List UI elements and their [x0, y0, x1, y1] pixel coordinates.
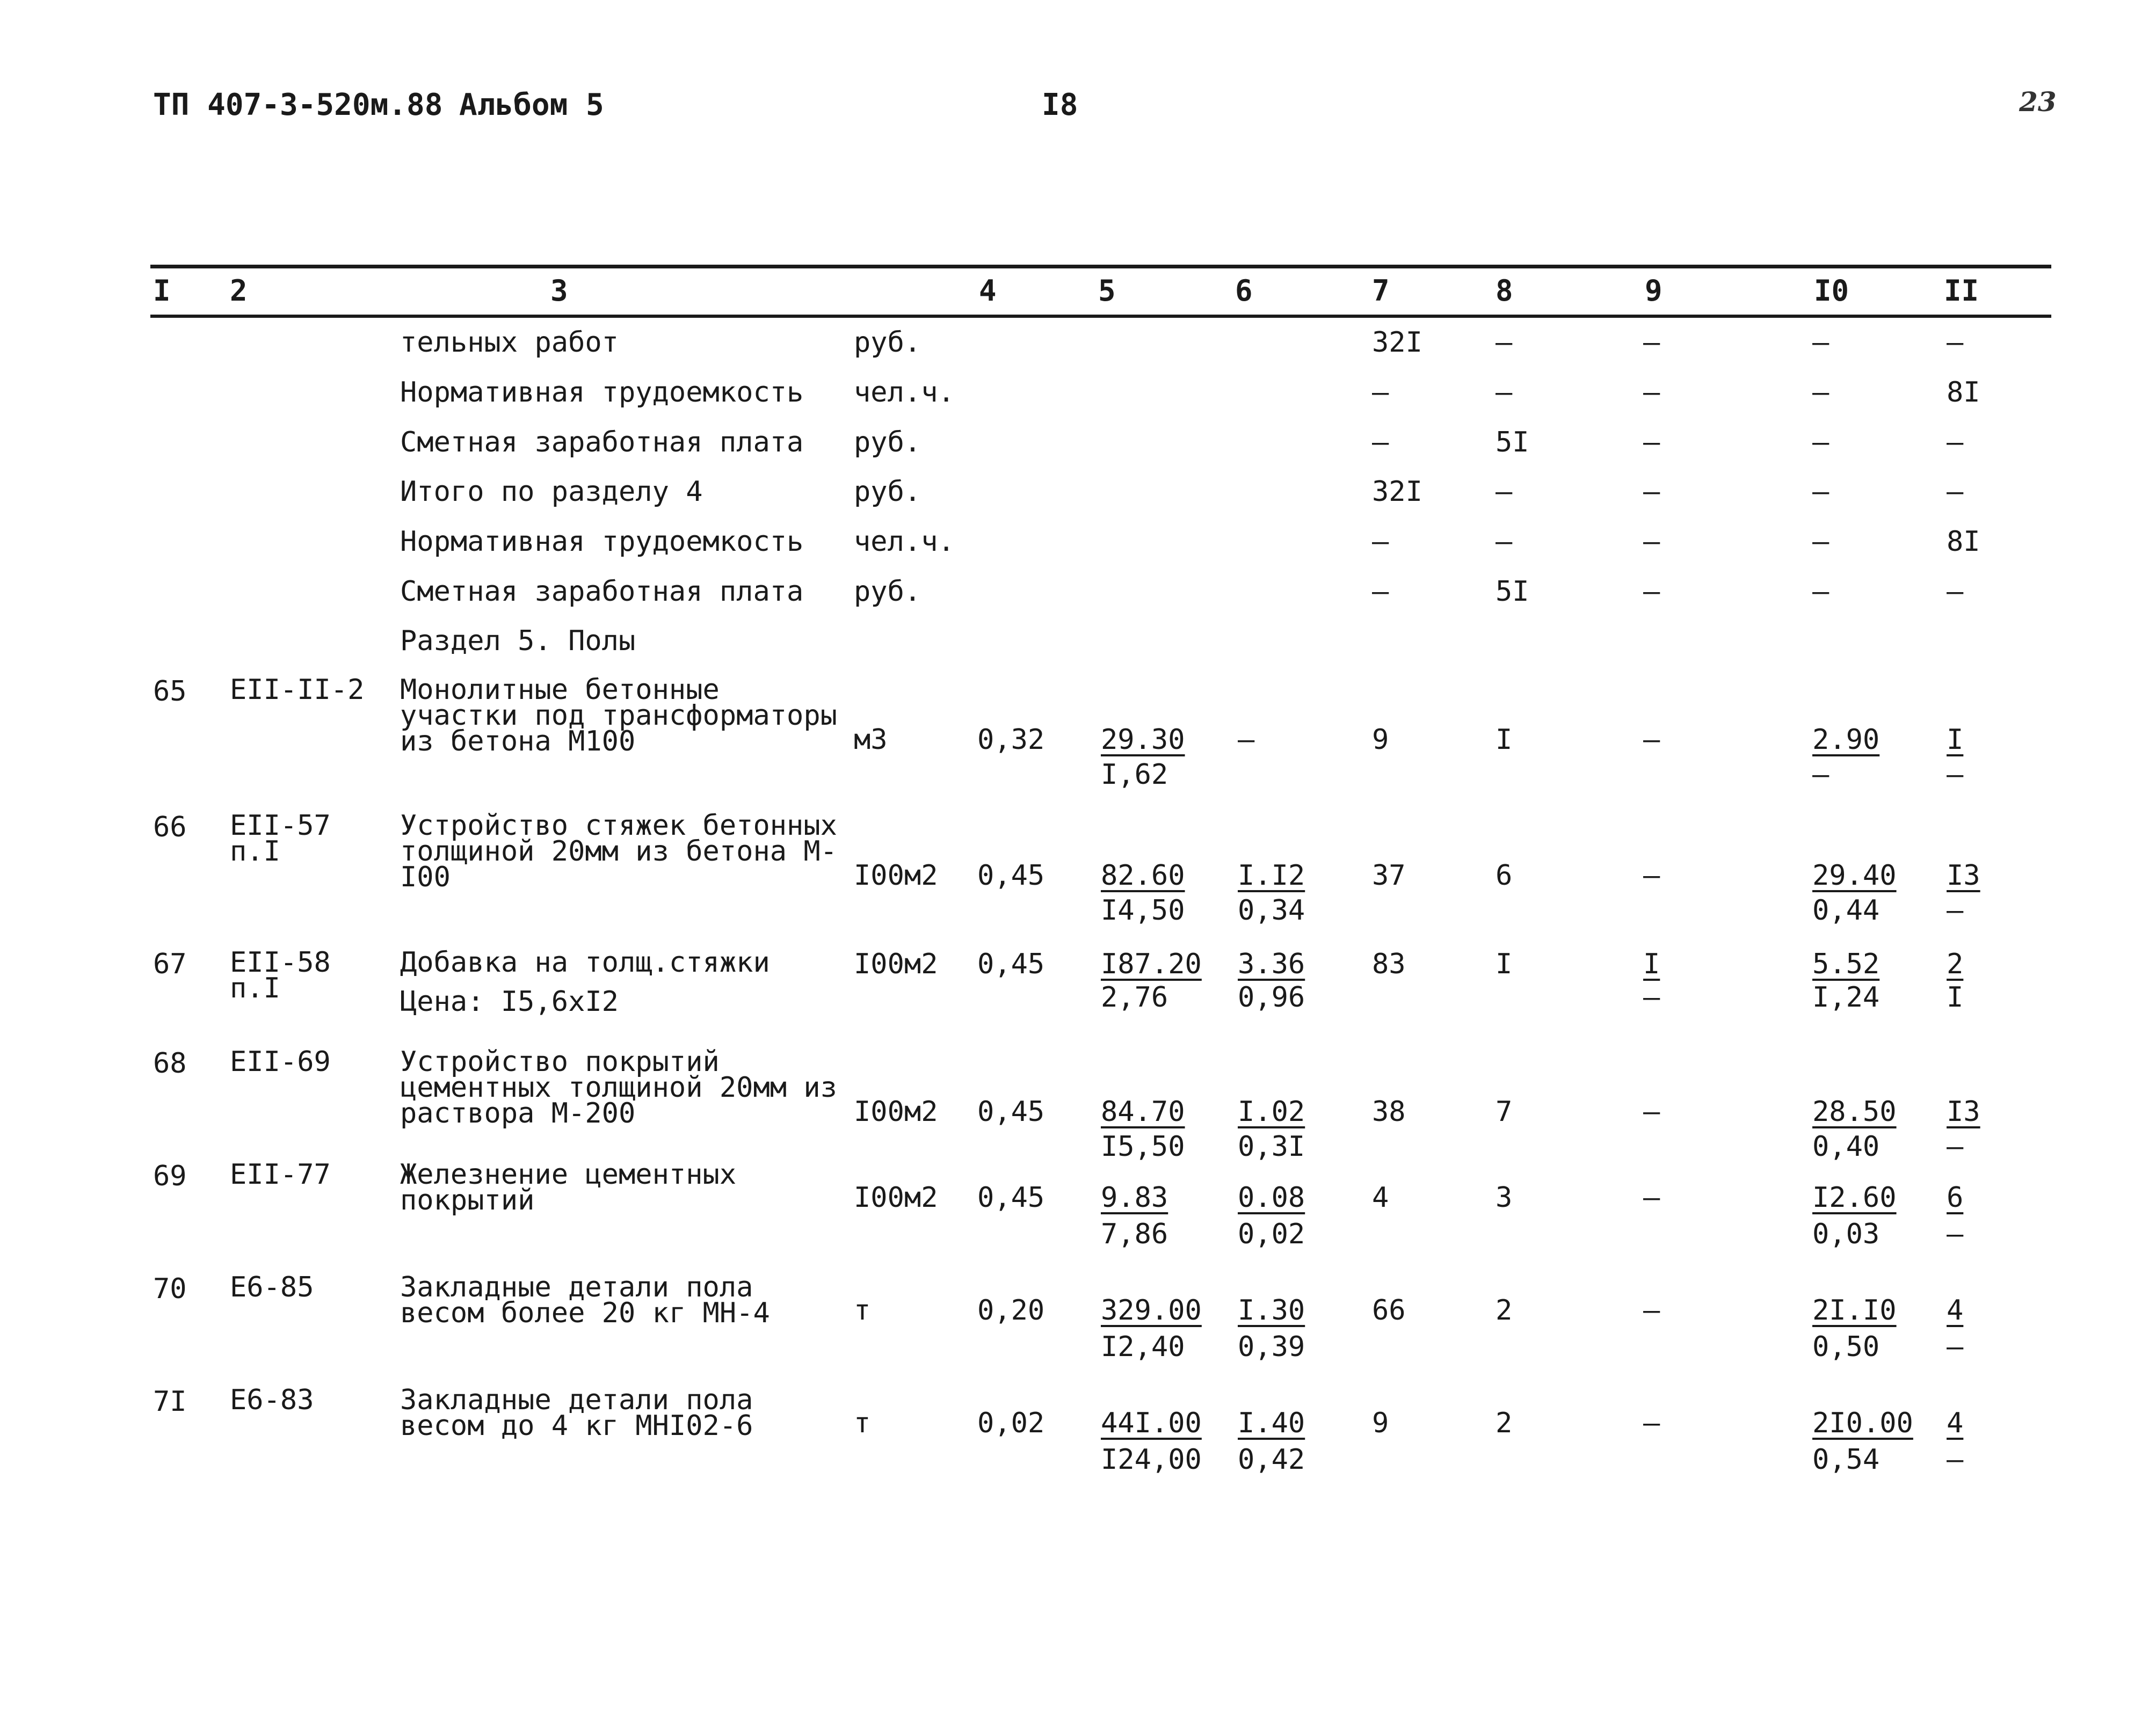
row-col6-bottom: 0,02	[1238, 1218, 1305, 1250]
row-col8: 2	[1496, 1407, 1513, 1439]
row-col5-bottom: I4,50	[1101, 894, 1185, 927]
row-col6-bottom: 0,96	[1238, 981, 1305, 1014]
row-code: ЕII-77	[230, 1159, 331, 1191]
row-col6-top: I.I2	[1238, 859, 1305, 892]
row-col8: 5I	[1496, 426, 1529, 458]
row-col10-top: 2I.I0	[1812, 1294, 1897, 1327]
row-col10-top: 2.90	[1812, 724, 1880, 756]
row-col11-top: –	[1947, 575, 1964, 608]
row-number: 67	[153, 948, 187, 980]
row-unit: м3	[854, 724, 888, 756]
row-unit: т	[854, 1294, 871, 1327]
column-number: 7	[1372, 274, 1390, 308]
row-col9-top: –	[1643, 376, 1660, 409]
corner-mark: 23	[2019, 86, 2057, 118]
row-col8: –	[1496, 526, 1513, 558]
row-description: Нормативная трудоемкость	[400, 526, 804, 558]
row-col10-top: –	[1812, 426, 1830, 458]
row-col8: 3	[1496, 1182, 1513, 1214]
row-code: ЕII-57 п.I	[230, 810, 331, 868]
row-col11-top: –	[1947, 426, 1964, 458]
row-col7: 4	[1372, 1182, 1389, 1214]
row-unit: I00м2	[854, 1182, 938, 1214]
row-col11-top: 8I	[1947, 376, 1980, 409]
row-col10-bottom: 0,44	[1812, 894, 1880, 927]
row-col6-top: 3.36	[1238, 948, 1305, 980]
row-col8: –	[1496, 376, 1513, 409]
row-col6-top: I.30	[1238, 1294, 1305, 1327]
row-col5-bottom: I,62	[1101, 759, 1168, 791]
row-number: 7I	[153, 1386, 187, 1418]
row-number: 68	[153, 1047, 187, 1080]
row-col10-bottom: I,24	[1812, 981, 1880, 1014]
row-quantity: 0,45	[977, 859, 1045, 892]
row-col10-bottom: 0,54	[1812, 1444, 1880, 1476]
row-unit: руб.	[854, 476, 921, 508]
row-code: ЕII-II-2	[230, 674, 365, 706]
row-col6-top: I.40	[1238, 1407, 1305, 1439]
row-quantity: 0,45	[977, 948, 1045, 980]
row-col5-bottom: 2,76	[1101, 981, 1168, 1014]
row-col8: –	[1496, 476, 1513, 508]
row-unit: I00м2	[854, 1096, 938, 1128]
row-col9-top: –	[1643, 859, 1660, 892]
row-col5-top: 44I.00	[1101, 1407, 1202, 1439]
row-col11-top: 2	[1947, 948, 1964, 980]
row-col11-bottom: –	[1947, 1218, 1964, 1250]
row-description: Сметная заработная плата	[400, 426, 804, 458]
table-header-rule	[150, 315, 2051, 318]
row-description: Добавка на толщ.стяжки	[400, 946, 770, 979]
row-col8: 7	[1496, 1096, 1513, 1128]
row-col11-top: 6	[1947, 1182, 1964, 1214]
row-col11-bottom: –	[1947, 1331, 1964, 1363]
row-col10-top: 5.52	[1812, 948, 1880, 980]
row-col5-top: 29.30	[1101, 724, 1185, 756]
row-col10-top: –	[1812, 575, 1830, 608]
row-description: Закладные детали пола весом до 4 кг МНI02-6	[400, 1384, 753, 1442]
row-col8: 6	[1496, 859, 1513, 892]
album-label: Альбом 5	[459, 88, 604, 122]
column-number: 9	[1645, 274, 1663, 308]
row-col10-top: 2I0.00	[1812, 1407, 1913, 1439]
row-col7: 32I	[1372, 476, 1422, 508]
row-number: 70	[153, 1273, 187, 1305]
row-col7: 83	[1372, 948, 1406, 980]
row-col8: I	[1496, 724, 1513, 756]
row-col10-top: –	[1812, 526, 1830, 558]
row-col8: 5I	[1496, 575, 1529, 608]
row-col9-top: –	[1643, 326, 1660, 359]
row-description: Сметная заработная плата	[400, 575, 804, 608]
row-unit: I00м2	[854, 948, 938, 980]
column-number: I0	[1814, 274, 1849, 308]
column-number: I	[153, 274, 171, 308]
row-col11-bottom: –	[1947, 759, 1964, 791]
row-col11-bottom: –	[1947, 1444, 1964, 1476]
column-number: 5	[1098, 274, 1116, 308]
row-col6-bottom: 0,39	[1238, 1331, 1305, 1363]
row-col11-top: –	[1947, 476, 1964, 508]
row-description: Устройство стяжек бетонных толщиной 20мм из бетона М-I00	[400, 810, 837, 893]
row-col10-top: –	[1812, 326, 1830, 359]
row-unit: чел.ч.	[854, 376, 955, 409]
row-col5-bottom: I5,50	[1101, 1131, 1185, 1163]
row-col6-bottom: 0,3I	[1238, 1131, 1305, 1163]
row-description: Монолитные бетонные участки под трансформаторы из бетона М100	[400, 674, 837, 757]
row-unit: руб.	[854, 426, 921, 458]
row-col7: –	[1372, 575, 1389, 608]
row-code: Е6-83	[230, 1384, 314, 1416]
row-number: 69	[153, 1160, 187, 1192]
row-col5-bottom: 7,86	[1101, 1218, 1168, 1250]
row-col10-top: 29.40	[1812, 859, 1897, 892]
row-col5-bottom: I24,00	[1101, 1444, 1202, 1476]
row-description: Раздел 5. Полы	[400, 625, 636, 657]
row-col7: 38	[1372, 1096, 1406, 1128]
row-col11-top: I3	[1947, 1096, 1980, 1128]
row-col8: 2	[1496, 1294, 1513, 1327]
table-top-rule	[150, 265, 2051, 268]
row-col9-top: –	[1643, 1407, 1660, 1439]
row-col5-top: I87.20	[1101, 948, 1202, 980]
row-col9-top: –	[1643, 724, 1660, 756]
row-unit: руб.	[854, 326, 921, 359]
row-col6-bottom: 0,42	[1238, 1444, 1305, 1476]
row-col10-bottom: –	[1812, 759, 1830, 791]
row-col10-top: –	[1812, 376, 1830, 409]
row-quantity: 0,45	[977, 1096, 1045, 1128]
row-col6-top: I.02	[1238, 1096, 1305, 1128]
row-quantity: 0,20	[977, 1294, 1045, 1327]
row-col7: 9	[1372, 724, 1389, 756]
row-code: ЕII-58 п.I	[230, 946, 331, 1004]
row-code: ЕII-69	[230, 1046, 331, 1078]
row-col10-bottom: 0,03	[1812, 1218, 1880, 1250]
row-col11-top: –	[1947, 326, 1964, 359]
row-col11-top: I3	[1947, 859, 1980, 892]
row-col9-top: –	[1643, 426, 1660, 458]
row-col11-top: 8I	[1947, 526, 1980, 558]
row-col9-bottom: –	[1643, 981, 1660, 1014]
row-description: Итого по разделу 4	[400, 476, 703, 508]
page-number: I8	[1042, 88, 1078, 122]
row-description: Закладные детали пола весом более 20 кг МН-4	[400, 1271, 770, 1329]
row-col9-top: –	[1643, 526, 1660, 558]
row-col7: 32I	[1372, 326, 1422, 359]
row-col10-top: 28.50	[1812, 1096, 1897, 1128]
row-col5-top: 329.00	[1101, 1294, 1202, 1327]
row-col5-top: 9.83	[1101, 1182, 1168, 1214]
row-description: Нормативная трудоемкость	[400, 376, 804, 409]
row-unit: руб.	[854, 575, 921, 608]
row-col11-bottom: –	[1947, 894, 1964, 927]
row-col7: 37	[1372, 859, 1406, 892]
row-col9-top: –	[1643, 476, 1660, 508]
row-col5-top: 84.70	[1101, 1096, 1185, 1128]
row-unit: чел.ч.	[854, 526, 955, 558]
row-col7: 9	[1372, 1407, 1389, 1439]
row-unit: т	[854, 1407, 871, 1439]
row-col9-top: –	[1643, 1294, 1660, 1327]
row-description: Устройство покрытий цементных толщиной 20мм из раствора М-200	[400, 1046, 837, 1130]
row-description-note: Цена: I5,6хI2	[400, 986, 619, 1018]
row-description: Железнение цементных покрытий	[400, 1159, 737, 1216]
row-col8: –	[1496, 326, 1513, 359]
row-col5-top: 82.60	[1101, 859, 1185, 892]
doc-code: ТП 407-3-520м.88	[153, 88, 443, 122]
row-col11-bottom: –	[1947, 1131, 1964, 1163]
row-col9-top: I	[1643, 948, 1660, 980]
row-col6-bottom: 0,34	[1238, 894, 1305, 927]
row-quantity: 0,32	[977, 724, 1045, 756]
row-col11-bottom: I	[1947, 981, 1964, 1014]
column-number: 3	[550, 274, 568, 308]
column-number: 6	[1235, 274, 1253, 308]
row-quantity: 0,45	[977, 1182, 1045, 1214]
column-number: II	[1944, 274, 1979, 308]
row-description: тельных работ	[400, 326, 619, 359]
row-col7: –	[1372, 376, 1389, 409]
row-col6-top: –	[1238, 724, 1255, 756]
row-col11-top: 4	[1947, 1407, 1964, 1439]
row-number: 66	[153, 811, 187, 843]
column-number: 8	[1496, 274, 1513, 308]
column-number: 2	[230, 274, 248, 308]
row-col6-top: 0.08	[1238, 1182, 1305, 1214]
row-col7: –	[1372, 426, 1389, 458]
row-quantity: 0,02	[977, 1407, 1045, 1439]
row-number: 65	[153, 675, 187, 708]
row-col7: –	[1372, 526, 1389, 558]
row-col7: 66	[1372, 1294, 1406, 1327]
row-unit: I00м2	[854, 859, 938, 892]
row-col10-top: –	[1812, 476, 1830, 508]
row-code: Е6-85	[230, 1271, 314, 1303]
row-col8: I	[1496, 948, 1513, 980]
row-col5-bottom: I2,40	[1101, 1331, 1185, 1363]
row-col11-top: 4	[1947, 1294, 1964, 1327]
row-col9-top: –	[1643, 1096, 1660, 1128]
column-number: 4	[979, 274, 997, 308]
row-col10-bottom: 0,40	[1812, 1131, 1880, 1163]
row-col10-top: I2.60	[1812, 1182, 1897, 1214]
row-col10-bottom: 0,50	[1812, 1331, 1880, 1363]
row-col11-top: I	[1947, 724, 1964, 756]
row-col9-top: –	[1643, 575, 1660, 608]
row-col9-top: –	[1643, 1182, 1660, 1214]
